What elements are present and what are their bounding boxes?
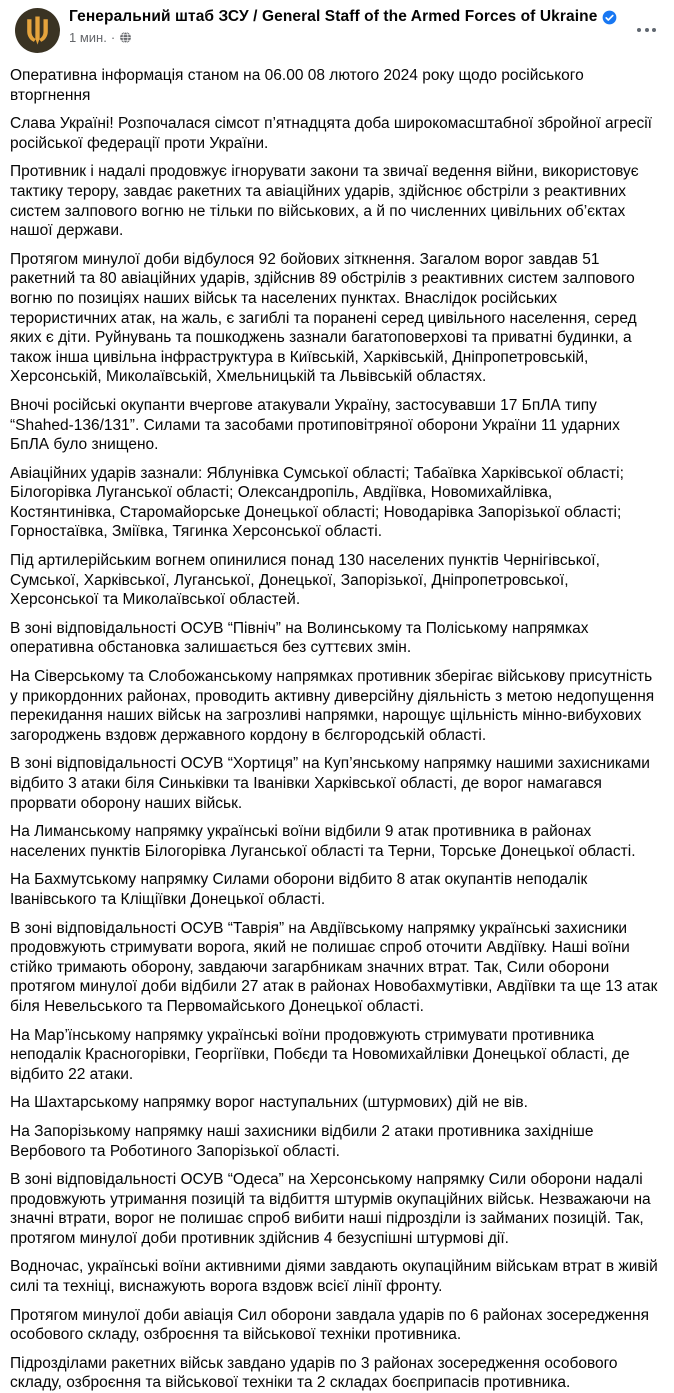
post-meta	[69, 30, 631, 45]
timestamp[interactable]: 1 мин.	[69, 30, 107, 45]
dot-icon	[637, 28, 641, 32]
post-paragraph: Оперативна інформація станом на 06.00 08 лютого 2024 року щодо російського вторгнення	[10, 67, 589, 104]
post-paragraph: На Сіверському та Слобожанському напрямках противник зберігає військову присутність у прикордонних районах, проводить активну диверсійну діяльність з метою недопущення перекидання наших військ на загрозливі напрямки, нарощує щільність мінно-вибухових загороджень вздовж державного кордону в бєлгородській області.	[10, 668, 659, 744]
post-paragraph: Підрозділами ракетних військ завдано ударів по 3 районах зосередження особового складу, озброєння та військової техніки та 2 складах боєприпасів противника.	[10, 1354, 622, 1392]
post-paragraph: Протягом минулої доби авіація Сил оборони завдала ударів по 6 районах зосередження особового складу, озброєння та військової техніки противника.	[10, 1306, 654, 1344]
post-paragraph: На Лиманському напрямку українські воїни відбили 9 атак противника в районах населених пунктів Білогорівка Луганської області та Терни, Торське Донецької області.	[10, 823, 636, 860]
post-paragraph: В зоні відповідальності ОСУВ “Одеса” на Херсонському напрямку Сили оборони надалі продовжують утримання позицій та відбиття штурмів окупаційних військ. Незважаючи на значні втрати, ворог не полишає спроб вибити наші підрозділи із займаних позицій. Так, протягом минулої доби противник здійснив 4 безуспішні штурмові дії.	[10, 1171, 655, 1247]
post-paragraph: В зоні відповідальності ОСУВ “Північ” на Волинському та Поліському напрямках оперативна обстановка залишається без суттєвих змін.	[10, 619, 593, 657]
post-header	[0, 0, 674, 53]
post-paragraph: На Мар’їнському напрямку українські воїни продовжують стримувати противника неподалік Красногорівки, Георгіївки, Побєди та Новомихайлівки Донецької області, де відбито 22 атаки.	[10, 1026, 634, 1083]
post-paragraph: Противник і надалі продовжує ігнорувати закони та звичаї ведення війни, використовує тактику терору, завдає ракетних та авіаційних ударів, здійснює обстріли з реактивних систем залпового вогню не тільки по військових, а й по численних цивільних об’єктах нашої держави.	[10, 163, 644, 240]
ukraine-trident-icon	[15, 8, 60, 53]
post-paragraph: Під артилерійським вогнем опинилися понад 130 населених пунктів Чернігівської, Сумської, Харківської, Луганської, Донецької, Запорізької, Дніпропетровської, Херсонської та Миколаївської областей.	[10, 552, 605, 609]
dot-icon	[652, 28, 656, 32]
post-paragraph: Протягом минулої доби відбулося 92 бойових зіткнення. Загалом ворог завдав 51 ракетний та 80 авіаційних ударів, здійснив 89 обстрілів з реактивних систем залпового вогню по позиціях наших військ та населених пунктах. Внаслідок російських терористичних атак, на жаль, є загиблі та поранені серед цивільного населення, серед яких є діти. Руйнувань та пошкоджень зазнали багатоповерхові та приватні будинки, а також інша цивільна інфраструктура в Київській, Харківській, Дніпропетровській, Херсонській, Миколаївській, Хмельницькій та Львівській областях.	[10, 250, 642, 386]
post-paragraph: На Запорізькому напрямку наші захисники відбили 2 атаки противника західніше Вербового та Роботиного Запорізької області.	[10, 1122, 598, 1160]
post-body	[0, 53, 674, 1393]
page-name[interactable]: Генеральний штаб ЗСУ / General Staff of the Armed Forces of Ukraine	[69, 8, 598, 25]
avatar[interactable]	[15, 8, 60, 53]
post-paragraph: В зоні відповідальності ОСУВ “Хортиця” на Куп’янському напрямку нашими захисниками відбито 3 атаки біля Синьківки та Іванівки Харківської області, де ворог намагався прорвати оборону наших військ.	[10, 755, 655, 812]
globe-icon	[119, 31, 132, 44]
header-text	[69, 8, 631, 45]
verified-badge-icon	[602, 10, 617, 25]
dot-icon	[645, 28, 649, 32]
post-paragraph: На Бахмутському напрямку Силами оборони відбито 8 атак окупантів неподалік Іванівського та Кліщіївки Донецької області.	[10, 871, 592, 908]
meta-separator: ·	[110, 30, 116, 45]
post-paragraph: Вночі російські окупанти вчергове атакували Україну, застосувавши 17 БпЛА типу “Shahed-136/131”. Силами та засобами протиповітряної оборони України 11 ударних БпЛА було знищено.	[10, 396, 625, 454]
post-paragraph: Слава Україні! Розпочалася сімсот п’ятнадцята доба широкомасштабної збройної агресії російської федерації проти України.	[10, 115, 657, 152]
post-paragraph: На Шахтарському напрямку ворог наступальних (штурмових) дій не вів.	[10, 1094, 528, 1112]
post-paragraph: В зоні відповідальності ОСУВ “Таврія” на Авдіївському напрямку українські захисники продовжують стримувати ворога, який не полишає спроб оточити Авдіївку. Наші воїни стійко тримають оборону, завдаючи загарбникам значних втрат. Так, Сили оборони протягом минулої доби відбили 27 атак в районах Новобахмутівки, Авдіївки та ще 13 атак біля Невельського та Первомайського Донецької області.	[10, 919, 662, 1015]
post-paragraph: Авіаційних ударів зазнали: Яблунівка Сумської області; Табаївка Харківської області; Білогорівка Луганської області; Олександропіль, Авдіївка, Новомихайлівка, Костянтинівка, Старомайорське Донецької області; Новодарівка Запорізької області; Горностаївка, Зміївка, Тягинка Херсонської області.	[10, 464, 629, 541]
more-options-button[interactable]	[631, 22, 662, 38]
post-paragraph: Водночас, українські воїни активними діями завдають окупаційним військам втрат в живій силі та техніці, виснажують ворога вздовж всієї лінії фронту.	[10, 1258, 663, 1296]
